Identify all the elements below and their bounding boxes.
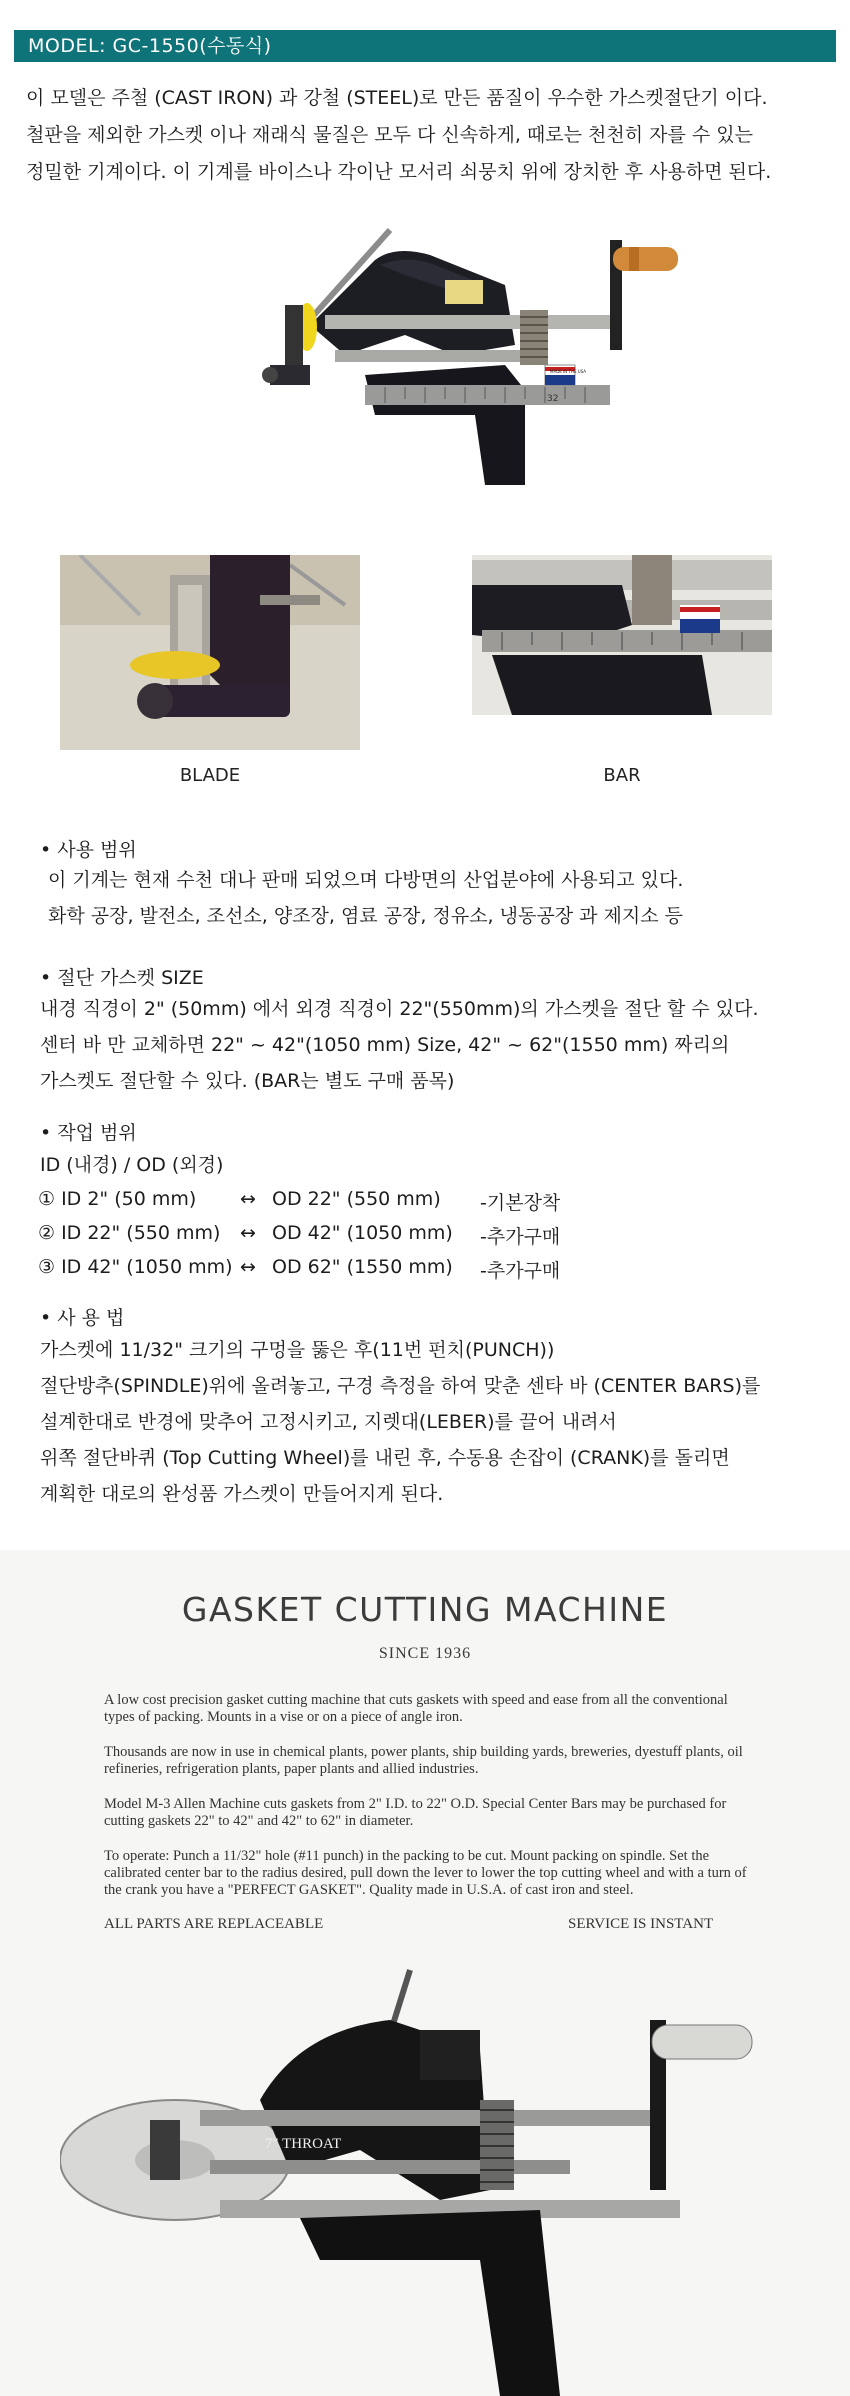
- intro-line: 이 모델은 주철 (CAST IRON) 과 강철 (STEEL)로 만든 품질이 우수한 가스켓절단기 이다.: [26, 87, 768, 109]
- intro-line: 정밀한 기계이다. 이 기계를 바이스나 각이난 모서리 쇠뭉치 위에 장치한 후 사용하면 된다.: [26, 161, 772, 183]
- range-id: ③ ID 42" (1050 mm): [38, 1256, 233, 1278]
- flyer-paragraph: A low cost precision gasket cutting machine that cuts gaskets with speed and ease from all the conventional types of packing. Mounts in a vise or on a piece of angle iron.: [104, 1692, 728, 1725]
- usage-range-heading: • 사용 범위: [40, 839, 137, 861]
- range-note: -추가구매: [480, 1226, 561, 1248]
- size-line: 센터 바 만 교체하면 22" ~ 42"(1050 mm) Size, 42" ~ 62"(1550 mm) 짜리의: [40, 1034, 730, 1056]
- work-range-heading: • 작업 범위: [40, 1122, 137, 1144]
- range-arrow: ↔: [240, 1256, 256, 1278]
- usage-line: 화학 공장, 발전소, 조선소, 양조장, 염료 공장, 정유소, 냉동공장 과 제지소 등: [48, 905, 683, 927]
- flyer-right-note: SERVICE IS INSTANT: [568, 1916, 714, 1932]
- range-id: ① ID 2" (50 mm): [38, 1188, 197, 1210]
- range-id: ② ID 22" (550 mm): [38, 1222, 221, 1244]
- method-line: 절단방추(SPINDLE)위에 올려놓고, 구경 측정을 하여 맞춘 센타 바 (CENTER BARS)를: [40, 1375, 761, 1397]
- method-line: 위쪽 절단바퀴 (Top Cutting Wheel)를 내린 후, 수동용 손잡이 (CRANK)를 돌리면: [40, 1447, 730, 1469]
- spindle-holder: [285, 305, 303, 375]
- upper-shaft: [325, 315, 615, 329]
- center-bar: [365, 385, 610, 405]
- throat-label: 7" THROAT: [265, 2136, 342, 2152]
- method-line: 가스켓에 11/32" 크기의 구멍을 뚫은 후(11번 펀치(PUNCH)): [40, 1339, 555, 1361]
- range-arrow: ↔: [240, 1222, 256, 1244]
- range-arrow: ↔: [240, 1188, 256, 1210]
- crank-handle: [613, 247, 678, 271]
- flyer-paragraph: Model M-3 Allen Machine cuts gaskets from 2" I.D. to 22" O.D. Special Center Bars may be purchased for cutting gaskets 22" to 42" and 42" to 62" in diameter.: [104, 1796, 727, 1829]
- flyer-since: SINCE 1936: [378, 1645, 472, 1662]
- scale-bar: [482, 630, 772, 652]
- method-text: [40, 1332, 760, 1512]
- machine-base: [300, 2210, 560, 2396]
- gear-part: [632, 555, 672, 625]
- method-heading: • 사 용 법: [40, 1307, 125, 1329]
- lower-shaft: [210, 2160, 570, 2174]
- flyer-paragraph: To operate: Punch a 11/32" hole (#11 punch) in the packing to be cut. Mount packing on spindle. Set the calibrated center bar to the radius desired, pull down the lever to lower the top cutting wheel and with a turn of the crank you have a "PERFECT GASKET". Quality made in U.S.A. of cast iron and steel.: [104, 1848, 747, 1898]
- lower-shaft: [335, 350, 545, 362]
- size-heading: • 절단 가스켓 SIZE: [40, 967, 204, 989]
- work-range-subheading: ID (내경) / OD (외경): [40, 1154, 224, 1176]
- method-line: 설계한대로 반경에 맞추어 고정시키고, 지렛대(LEBER)를 끌어 내려서: [40, 1411, 617, 1433]
- crank-handle: [652, 2025, 752, 2059]
- bar-mark-text: 32: [547, 394, 559, 404]
- upper-shaft: [200, 2110, 650, 2126]
- intro-text: [26, 80, 826, 191]
- range-od: OD 62" (1550 mm): [272, 1256, 453, 1278]
- main-product-photo: [215, 215, 695, 495]
- model-title: MODEL: GC-1550(수동식): [28, 35, 272, 57]
- flyer-paragraph: Thousands are now in use in chemical plants, power plants, ship building yards, breweries, dyestuff plants, oil refineries, refrigeration plants, paper plants and allied industries.: [104, 1744, 743, 1777]
- size-line: 내경 직경이 2" (50mm) 에서 외경 직경이 22"(550mm)의 가스켓을 절단 할 수 있다.: [40, 998, 759, 1020]
- range-note: -기본장착: [480, 1192, 561, 1214]
- size-text: [40, 991, 759, 1099]
- bar-caption: BAR: [603, 765, 641, 786]
- machine-base: [365, 365, 525, 485]
- bar-photo: [472, 555, 772, 715]
- flyer-left-note: ALL PARTS ARE REPLACEABLE: [104, 1916, 324, 1932]
- range-note: -추가구매: [480, 1260, 561, 1282]
- flyer-machine-photo: [60, 1960, 780, 2396]
- blade-photo: [60, 555, 360, 750]
- range-od: OD 42" (1050 mm): [272, 1222, 453, 1244]
- size-line: 가스켓도 절단할 수 있다. (BAR는 별도 구매 품목): [40, 1070, 455, 1092]
- blade-caption: BLADE: [179, 765, 241, 786]
- yellow-blade: [130, 651, 220, 679]
- label-plate: [445, 280, 483, 304]
- model-header-bar: [14, 30, 836, 62]
- usage-line: 이 기계는 현재 수천 대나 판매 되었으며 다방면의 산업분야에 사용되고 있다.: [48, 869, 684, 891]
- flyer-title: GASKET CUTTING MACHINE: [181, 1590, 669, 1629]
- intro-line: 철판을 제외한 가스켓 이나 재래식 물질은 모두 다 신속하게, 때로는 천천히 자를 수 있는: [26, 124, 753, 146]
- usa-plate-text: MADE IN THE USA: [550, 369, 587, 374]
- method-line: 계획한 대로의 완성품 가스켓이 만들어지게 된다.: [40, 1483, 444, 1505]
- usage-range-text: [48, 862, 683, 934]
- range-od: OD 22" (550 mm): [272, 1188, 441, 1210]
